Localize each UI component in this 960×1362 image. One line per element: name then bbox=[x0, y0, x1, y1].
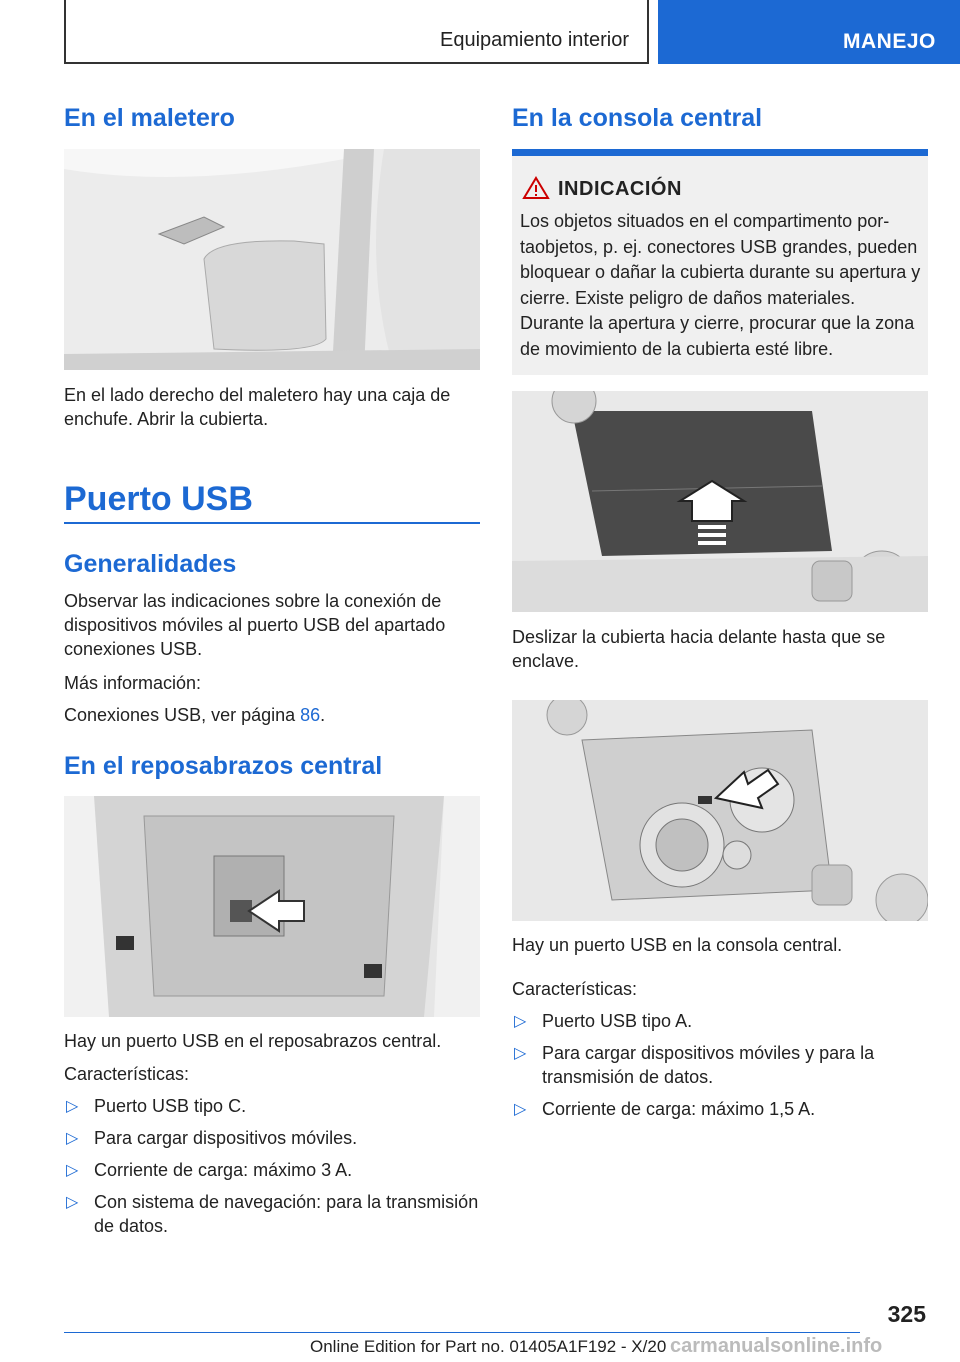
more-info-link-suffix: . bbox=[320, 705, 326, 725]
bullet-triangle-icon: ▷ bbox=[66, 1162, 79, 1179]
console-heading: En la consola central bbox=[512, 104, 763, 132]
list-item: ▷ Corriente de carga: máximo 3 A. bbox=[64, 1158, 480, 1182]
footer-edition: Online Edition for Part no. 01405A1F192 - X/20 bbox=[310, 1337, 667, 1356]
bullet-triangle-icon: ▷ bbox=[66, 1194, 79, 1211]
note-box bbox=[512, 149, 928, 375]
list-item: ▷ Corriente de carga: máximo 1,5 A. bbox=[512, 1097, 928, 1121]
console-features-label: Características: bbox=[512, 979, 638, 999]
armrest-features-label: Características: bbox=[64, 1064, 190, 1084]
armrest-heading: En el reposabrazos central bbox=[64, 752, 383, 780]
bullet-triangle-icon: ▷ bbox=[66, 1098, 79, 1115]
console-features-list bbox=[512, 1009, 928, 1129]
header-box bbox=[64, 0, 649, 64]
note-text: Los objetos situados en el compartimento portaobjetos, p. ej. conectores USB grandes, pueden bloquear o dañar la cubierta durante su apertura y cierre. Existe peligro de daños materiales. Durante la apertura y cierre, procurar que la zona de movimiento de la cubierta esté libre. bbox=[520, 211, 921, 359]
list-item: ▷ Para cargar dispositivos móviles y para la transmisión de datos. bbox=[514, 1043, 875, 1087]
console-cover-illustration bbox=[512, 391, 928, 612]
page-number: 325 bbox=[887, 1301, 926, 1327]
console-usb-illustration bbox=[512, 700, 928, 921]
footer-rule bbox=[64, 1332, 860, 1333]
more-info-label: Más información: bbox=[64, 673, 202, 693]
list-item: ▷ Puerto USB tipo C. bbox=[64, 1094, 480, 1118]
usb-heading-rule bbox=[64, 522, 480, 524]
bullet-triangle-icon: ▷ bbox=[514, 1045, 527, 1062]
more-info-link-prefix: Conexiones USB, ver página bbox=[64, 705, 301, 725]
list-item: ▷ Puerto USB tipo A. bbox=[512, 1009, 928, 1033]
console-usb-text: Hay un puerto USB en la consola central. bbox=[512, 935, 843, 955]
bullet-triangle-icon: ▷ bbox=[66, 1130, 79, 1147]
list-item: ▷ Con sistema de navegación: para la transmisión de datos. bbox=[66, 1192, 479, 1236]
list-item: ▷ Para cargar dispositivos móviles. bbox=[64, 1126, 480, 1150]
bullet-triangle-icon: ▷ bbox=[514, 1013, 527, 1030]
warning-icon bbox=[522, 176, 550, 200]
more-info-link-line bbox=[64, 703, 325, 727]
armrest-usb-illustration bbox=[64, 796, 480, 1017]
general-text: Observar las indicaciones sobre la conexión de dispositivos móviles al puerto USB del apartado conexiones USB. bbox=[64, 591, 446, 659]
trunk-text: En el lado derecho del maletero hay una caja de enchufe. Abrir la cubierta. bbox=[64, 385, 451, 429]
general-heading: Generalidades bbox=[64, 550, 237, 578]
page-86-link[interactable]: 86 bbox=[300, 705, 321, 725]
header-section-title: Equipamiento interior bbox=[440, 29, 629, 51]
bullet-triangle-icon: ▷ bbox=[514, 1101, 527, 1118]
slide-cover-text: Deslizar la cubierta hacia delante hasta que se enclave. bbox=[512, 627, 886, 671]
trunk-socket-illustration bbox=[64, 149, 480, 370]
note-title: INDICACIÓN bbox=[558, 178, 682, 200]
watermark: carmanualsonline.info bbox=[670, 1335, 883, 1357]
armrest-text: Hay un puerto USB en el reposabrazos central. bbox=[64, 1031, 442, 1051]
armrest-features-list bbox=[64, 1094, 480, 1246]
usb-heading: Puerto USB bbox=[64, 480, 253, 518]
chapter-tab-label: MANEJO bbox=[843, 30, 936, 53]
chapter-tab[interactable] bbox=[658, 0, 960, 64]
trunk-heading: En el maletero bbox=[64, 104, 235, 132]
